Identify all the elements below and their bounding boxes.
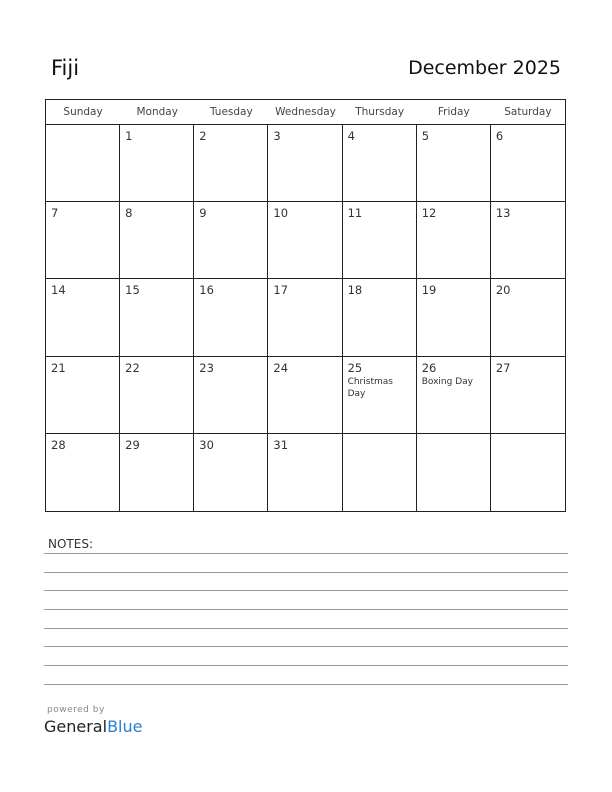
day-cell xyxy=(120,202,194,279)
date-number: 14 xyxy=(51,283,66,298)
day-cell xyxy=(120,125,194,202)
date-number: 6 xyxy=(495,129,504,143)
date-number: 8 xyxy=(125,206,133,221)
note-line xyxy=(44,572,568,573)
day-cell xyxy=(417,434,491,511)
date-number: 2 xyxy=(199,129,207,143)
day-cell xyxy=(417,357,491,434)
day-cell xyxy=(343,202,417,279)
date-number: 27 xyxy=(495,360,511,375)
date-number: 4 xyxy=(347,129,355,143)
date-number: 13 xyxy=(495,206,511,221)
day-cell xyxy=(343,434,417,511)
holiday-label: Boxing Day xyxy=(421,376,473,387)
calendar-grid xyxy=(45,99,566,512)
day-cell xyxy=(343,279,417,356)
day-cell xyxy=(46,279,120,356)
day-cell xyxy=(194,202,268,279)
day-cell xyxy=(194,434,268,511)
day-cell xyxy=(120,434,194,511)
date-number: 5 xyxy=(421,129,430,143)
date-number: 16 xyxy=(199,283,214,298)
day-cell xyxy=(46,125,120,202)
day-cell xyxy=(194,357,268,434)
day-cell xyxy=(268,125,342,202)
date-number: 22 xyxy=(125,360,140,375)
note-line xyxy=(44,665,568,666)
day-cells xyxy=(46,125,565,511)
country-title: Fiji xyxy=(51,56,80,80)
date-number: 18 xyxy=(347,283,363,298)
note-line xyxy=(44,590,568,591)
weekday-header-tuesday: Tuesday xyxy=(209,106,253,118)
date-number: 7 xyxy=(51,206,59,221)
day-cell xyxy=(343,357,417,434)
day-cell xyxy=(194,125,268,202)
day-cell xyxy=(120,357,194,434)
date-number: 28 xyxy=(51,437,66,452)
date-number: 30 xyxy=(199,437,214,452)
note-line xyxy=(44,609,568,610)
day-cell xyxy=(46,202,120,279)
day-cell xyxy=(343,125,417,202)
day-cell xyxy=(268,357,342,434)
note-line xyxy=(44,553,568,554)
day-cell xyxy=(491,434,565,511)
powered-by-text: powered by xyxy=(47,705,105,715)
logo-general-text: General xyxy=(44,717,108,736)
date-number: 1 xyxy=(125,129,133,143)
day-cell xyxy=(268,434,342,511)
date-number: 3 xyxy=(273,129,281,143)
holiday-label: Christmas Day xyxy=(347,376,393,399)
date-number: 29 xyxy=(125,437,140,452)
day-cell xyxy=(268,279,342,356)
day-cell xyxy=(120,279,194,356)
day-cell xyxy=(417,279,491,356)
day-cell xyxy=(46,357,120,434)
generalblue-logo xyxy=(44,717,142,736)
date-number: 26 xyxy=(421,360,437,375)
date-number: 15 xyxy=(125,283,140,298)
weekday-header-sunday: Sunday xyxy=(63,106,103,118)
weekday-header-friday: Friday xyxy=(437,106,470,118)
date-number: 19 xyxy=(421,283,437,298)
date-number: 10 xyxy=(273,206,289,221)
day-cell xyxy=(491,357,565,434)
day-cell xyxy=(268,202,342,279)
date-number: 12 xyxy=(421,206,437,221)
day-cell xyxy=(417,125,491,202)
month-year-title: December 2025 xyxy=(408,57,561,79)
day-cell xyxy=(491,125,565,202)
weekday-header-thursday: Thursday xyxy=(355,106,405,118)
date-number: 31 xyxy=(273,437,289,452)
notes-label: NOTES: xyxy=(48,537,93,551)
date-number: 24 xyxy=(273,360,289,375)
date-number: 25 xyxy=(347,360,363,375)
weekday-header-row xyxy=(46,100,565,125)
note-line xyxy=(44,684,568,685)
logo-blue-text: Blue xyxy=(107,717,143,736)
note-line xyxy=(44,646,568,647)
weekday-header-wednesday: Wednesday xyxy=(275,106,336,118)
date-number: 11 xyxy=(347,206,363,221)
date-number: 21 xyxy=(51,360,66,375)
date-number: 20 xyxy=(495,283,511,298)
date-number: 17 xyxy=(273,283,289,298)
weekday-header-monday: Monday xyxy=(136,106,178,118)
day-cell xyxy=(491,279,565,356)
day-cell xyxy=(491,202,565,279)
weekday-header-saturday: Saturday xyxy=(504,106,552,118)
day-cell xyxy=(46,434,120,511)
date-number: 9 xyxy=(199,206,207,221)
date-number: 23 xyxy=(199,360,214,375)
day-cell xyxy=(417,202,491,279)
note-line xyxy=(44,628,568,629)
day-cell xyxy=(194,279,268,356)
